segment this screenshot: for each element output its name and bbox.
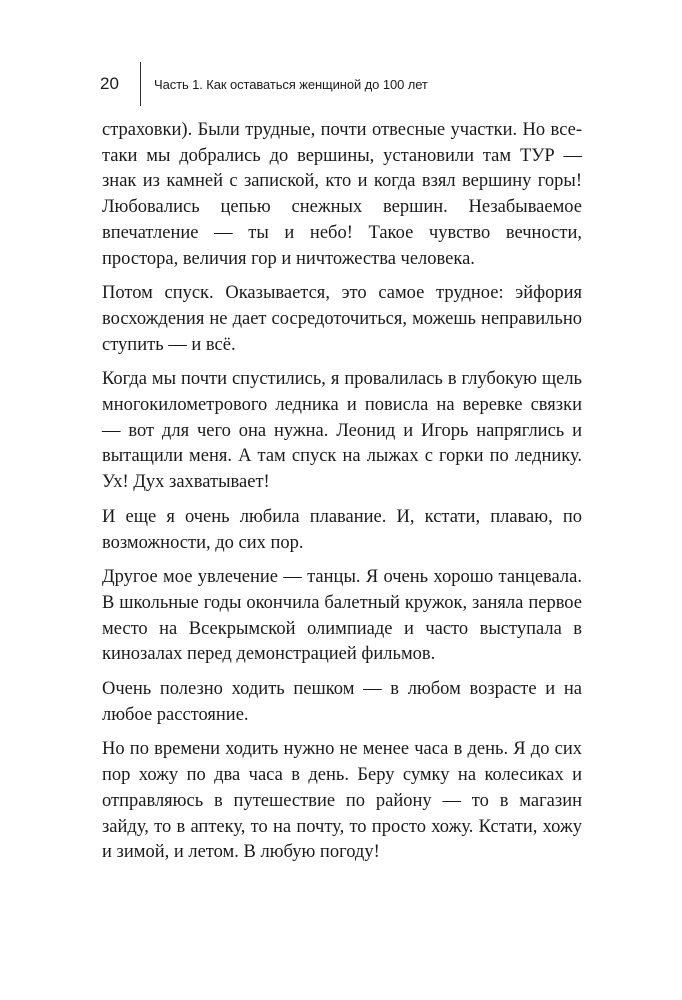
- paragraph: Очень полезно ходить пешком — в любом возрасте и на любое расстояние.: [102, 679, 582, 725]
- paragraph: Когда мы почти спустились, я провалилась в глубокую щель многокилометрового ледника и повисла на веревке связки — вот для чего она нужна. Леонид и Игорь напряглись и вытащили меня. А там спуск на лыжах с горки по леднику. Ух! Дух захватывает!: [102, 369, 582, 493]
- page-body: [102, 118, 582, 875]
- paragraph: Другое мое увлечение — танцы. Я очень хорошо танцевала. В школьные годы окончила балетный кружок, заняла первое место на Всекрымской олимпиаде и часто выступала в кинозалах перед демонстрацией фильмов.: [102, 567, 582, 665]
- page-number: 20: [100, 74, 119, 93]
- header-divider: [140, 62, 141, 106]
- page-header: [100, 62, 428, 106]
- running-title: Часть 1. Как оставаться женщиной до 100 лет: [154, 76, 428, 92]
- paragraph: страховки). Были трудные, почти отвесные участки. Но все-таки мы добрались до вершины, установили там ТУР — знак из камней с запиской, кто и когда взял вершину горы! Любовались цепью снежных вершин. Незабываемое впечатление — ты и небо! Такое чувство вечности, простора, величия гор и ничтожества человека.: [102, 120, 582, 269]
- paragraph: Но по времени ходить нужно не менее часа в день. Я до сих пор хожу по два часа в день. Беру сумку на колесиках и отправляюсь в путешествие по району — то в магазин зайду, то в аптеку, то на почту, то просто хожу. Кстати, хожу и зимой, и летом. В любую погоду!: [102, 739, 582, 863]
- paragraph: Потом спуск. Оказывается, это самое трудное: эйфория восхождения не дает сосредоточиться, можешь неправильно ступить — и всё.: [102, 283, 582, 355]
- paragraph: И еще я очень любила плавание. И, кстати, плаваю, по возможности, до сих пор.: [102, 506, 582, 553]
